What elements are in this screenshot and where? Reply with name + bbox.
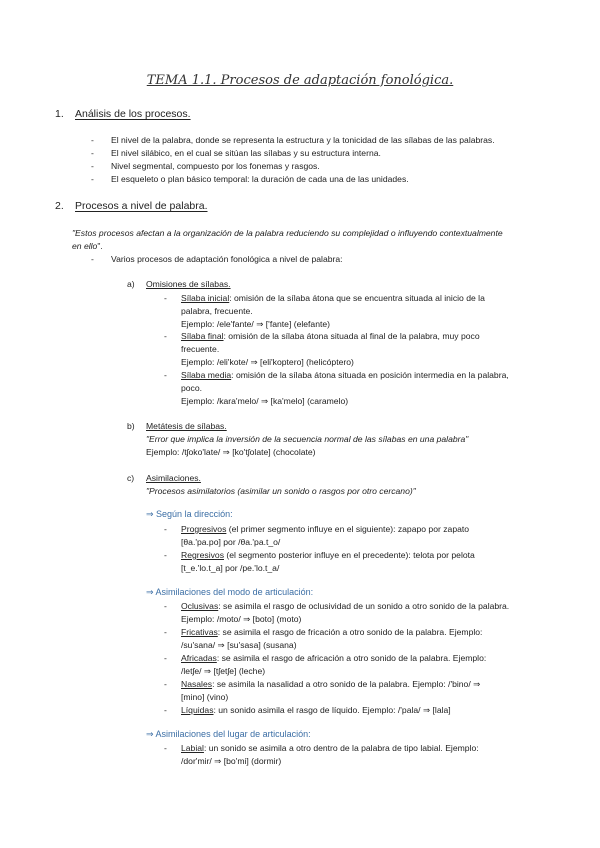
subsection-a-letter: a) — [127, 279, 135, 289]
list-item: Progresivos (el primer segmento influye en el siguiente): zapapo por zapato — [181, 524, 470, 534]
group-place-title: ⇒ Asimilaciones del lugar de articulación: — [146, 729, 311, 739]
example: Ejemplo: /kara'melo/ ⇒ [ka'melo] (caramelo) — [181, 396, 349, 406]
example: Ejemplo: /tʃoko'late/ ⇒ [ko'tʃolate] (chocolate) — [146, 447, 316, 457]
list-item: Líquidas: un sonido asimila el rasgo de líquido. Ejemplo: /'pala/ ⇒ [lala] — [181, 705, 451, 715]
section-2-heading — [55, 200, 208, 212]
group-direction-title: ⇒ Según la dirección: — [146, 509, 233, 519]
section-1-heading — [55, 108, 191, 120]
list-item: Nivel segmental, compuesto por los fonemas y rasgos. — [111, 161, 320, 171]
list-item: El nivel silábico, en el cual se sitúan las sílabas y su estructura interna. — [111, 148, 381, 158]
list-item: Sílaba media: omisión de la sílaba átona situada en posición intermedia en la palabra, — [181, 370, 509, 380]
subsection-b-heading: Metátesis de sílabas. — [146, 421, 227, 431]
list-item: Nasales: se asimila la nasalidad a otro sonido de la palabra. Ejemplo: /'bino/ ⇒ — [181, 679, 481, 689]
list-item-cont: [t_e.'lo.t_a] por /pe.'lo.t_a/ — [181, 563, 280, 573]
list-item: Sílaba final: omisión de la sílaba átona situada al final de la palabra, muy poco — [181, 331, 480, 341]
list-item: Sílaba inicial: omisión de la sílaba átona que se encuentra situada al inicio de la — [181, 293, 485, 303]
list-item: El esqueleto o plan básico temporal: la duración de cada una de las unidades. — [111, 174, 409, 184]
list-item-cont: [θa.'pa.po] por /θa.'pa.t_o/ — [181, 537, 281, 547]
subsection-c-letter: c) — [127, 473, 135, 483]
section-2-title: Procesos a nivel de palabra. — [75, 200, 208, 212]
example: Ejemplo: /eli'kote/ ⇒ [eli'koptero] (helicóptero) — [181, 357, 354, 367]
list-item-cont: [mino] (vino) — [181, 692, 229, 702]
list-item: Oclusivas: se asimila el rasgo de oclusividad de un sonido a otro sonido de la palabra. — [181, 601, 510, 611]
list-item: Fricativas: se asimila el rasgo de fricación a otro sonido de la palabra. Ejemplo: — [181, 627, 483, 637]
section-2-quote-end: en ello". — [72, 241, 103, 251]
list-item-cont: Ejemplo: /moto/ ⇒ [boto] (moto) — [181, 614, 302, 624]
list-item-cont: frecuente. — [181, 344, 220, 354]
subsection-b-letter: b) — [127, 421, 135, 431]
list-item: Regresivos (el segmento posterior influye en el precedente): telota por pelota — [181, 550, 475, 560]
subsection-b-quote: "Error que implica la inversión de la secuencia normal de las sílabas en una palabra" — [146, 434, 469, 444]
list-item: Labial: un sonido se asimila a otro dentro de la palabra de tipo labial. Ejemplo: — [181, 743, 479, 753]
list-item-cont: /dor'mir/ ⇒ [bo'mi] (dormir) — [181, 756, 282, 766]
section-2-quote: "Estos procesos afectan a la organización de la palabra reduciendo su complejidad o influyendo contextualmente — [72, 228, 503, 238]
section-1-title: Análisis de los procesos. — [75, 108, 191, 120]
list-item: Africadas: se asimila el rasgo de africación a otro sonido de la palabra. Ejemplo: — [181, 653, 487, 663]
section-2-intro: Varios procesos de adaptación fonológica a nivel de palabra: — [111, 254, 343, 264]
example: Ejemplo: /ele'fante/ ⇒ ['fante] (elefante) — [181, 319, 331, 329]
list-item-cont: poco. — [181, 383, 203, 393]
page-title: TEMA 1.1. Procesos de adaptación fonológica. — [146, 73, 454, 88]
list-item-cont: /letʃe/ ⇒ [tʃetʃe] (leche) — [181, 666, 266, 676]
list-item-cont: /su'sana/ ⇒ [su'sasa] (susana) — [181, 640, 297, 650]
list-item-cont: palabra, frecuente. — [181, 306, 253, 316]
subsection-c-quote: "Procesos asimilatorios (asimilar un sonido o rasgos por otro cercano)" — [146, 486, 416, 496]
subsection-a-heading: Omisiones de sílabas. — [146, 279, 231, 289]
list-item: El nivel de la palabra, donde se representa la estructura y la tonicidad de las sílabas de las palabras. — [111, 135, 495, 145]
group-mode-title: ⇒ Asimilaciones del modo de articulación: — [146, 587, 314, 597]
section-1-num: 1. — [55, 108, 64, 120]
section-2-num: 2. — [55, 200, 64, 212]
subsection-c-heading: Asimilaciones. — [146, 473, 201, 483]
